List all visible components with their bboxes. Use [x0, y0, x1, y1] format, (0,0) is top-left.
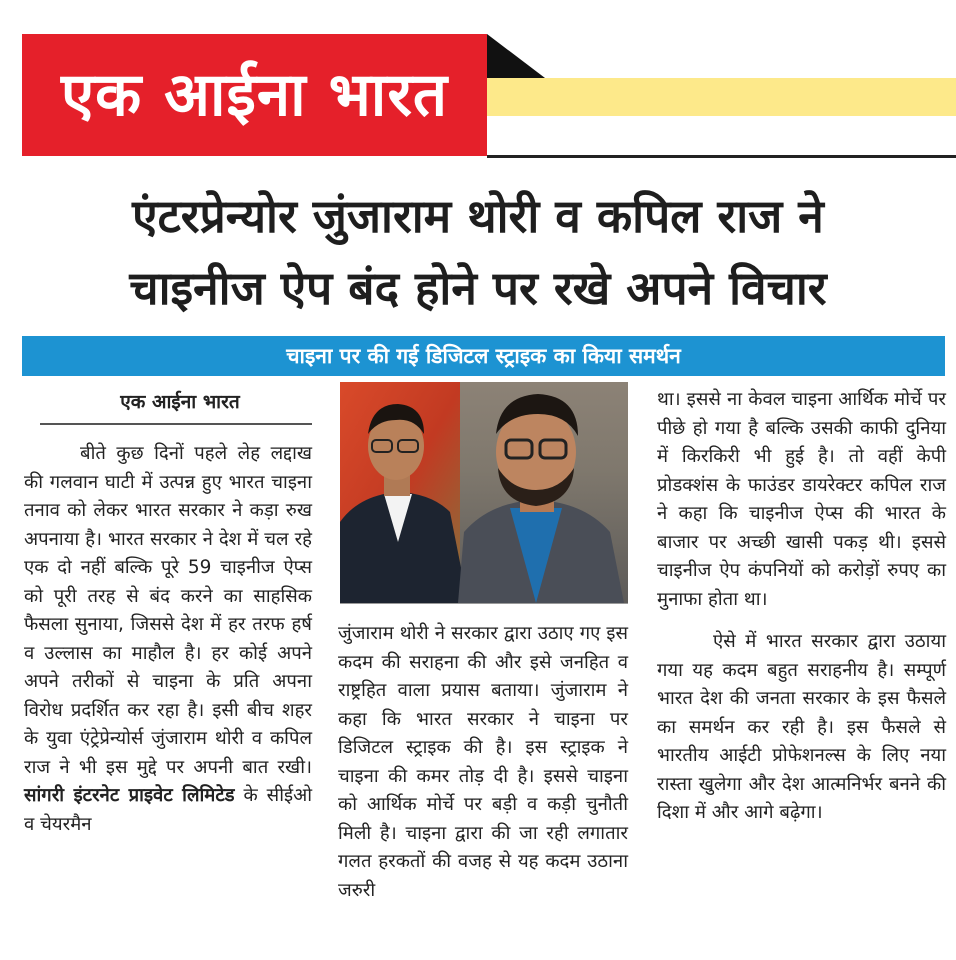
headline-line-1: एंटरप्रेन्योर जुंजाराम थोरी व कपिल राज ने: [132, 189, 824, 243]
masthead-banner: [22, 34, 487, 156]
masthead-yellow-band: [487, 78, 956, 116]
column2-text: जुंजाराम थोरी ने सरकार द्वारा उठाए गए इस कदम की सराहना की और इसे जनहित व राष्ट्रहित वाला प्रयास बताया। जुंजाराम ने कहा कि भारत सरकार ने चाइना पर डिजिटल स्ट्राइक की है। इस स्ट्राइक ने चाइना की कमर तोड़ दी है। इससे चाइना को आर्थिक मोर्चे पर बड़ी व कड़ी चुनौती मिली है। चाइना द्वारा की जा रही लगातार गलत हरकतों की वजह से यह कदम उठाना जरुरी: [338, 623, 628, 901]
subheadline: चाइना पर की गई डिजिटल स्ट्राइक का किया समर्थन: [22, 336, 945, 376]
masthead-triangle: [487, 34, 545, 78]
photo-entrepreneurs: [340, 382, 628, 603]
column1-text: बीते कुछ दिनों पहले लेह लद्दाख की गलवान घाटी में उत्पन्न हुए भारत चाइना तनाव को लेकर भारत सरकार ने कड़ा रुख अपनाया है। भारत सरकार ने देश में चल रहे एक दो नहीं बल्कि पूरे 59 चाइनीज ऐप्स को पूरी तरह से बंद करने का साहसिक फैसला सुनाया, जिससे देश में हर तरफ हर्ष व उल्लास का माहौल है। हर कोई अपने अपने तरीकों से चाइना के प्रति अपना विरोध प्रदर्शित कर रहा है। इसी बीच शहर के युवा एंट्रेप्रेन्योर्स जुंजाराम थोरी व कपिल राज ने भी इस मुद्दे पर अपनी बात रखी।: [24, 443, 312, 778]
masthead-title: एक आईना भारत: [60, 60, 449, 130]
column3-paragraph-1: था। इससे ना केवल चाइना आर्थिक मोर्चे पर पीछे हो गया है बल्कि उसकी काफी दुनिया में किरकिरी भी हुई है। तो वहीं केपी प्रोडक्शंस के फाउंडर डायरेक्टर कपिल राज ने कहा कि चाइनीज ऐप्स की भारत के बाजार पर अच्छी खासी पकड़ थी। इससे चाइनीज ऐप कंपनियों को करोड़ों रुपए का मुनाफा होता था।: [657, 389, 946, 610]
photo-rule: [340, 603, 628, 604]
headline: [22, 180, 934, 324]
company-name: सांगरी इंटरनेट प्राइवेट लिमिटेड: [24, 785, 235, 806]
people-illustration: [340, 382, 628, 603]
masthead-rule: [487, 155, 956, 158]
article-column-2: [338, 620, 628, 905]
article-column-3: [657, 386, 946, 828]
column1-tail: के सीईओ व चेयरमैन: [24, 785, 312, 835]
article-column-1: [24, 440, 312, 839]
article-paragraph: [24, 440, 312, 839]
headline-line-2: चाइनीज ऐप बंद होने पर रखे अपने विचार: [129, 261, 827, 315]
byline: एक आईना भारत: [120, 391, 240, 413]
byline-rule: [40, 423, 312, 425]
column3-paragraph-2: ऐसे में भारत सरकार द्वारा उठाया गया यह कदम बहुत सराहनीय है। सम्पूर्ण भारत देश की जनता सरकार के इस फैसले का समर्थन कर रही है। इस फैसले से भारतीय आईटी प्रोफेशनल्स के लिए नया रास्ता खुलेगा और देश आत्मनिर्भर बनने की दिशा में और आगे बढ़ेगा।: [657, 631, 946, 823]
